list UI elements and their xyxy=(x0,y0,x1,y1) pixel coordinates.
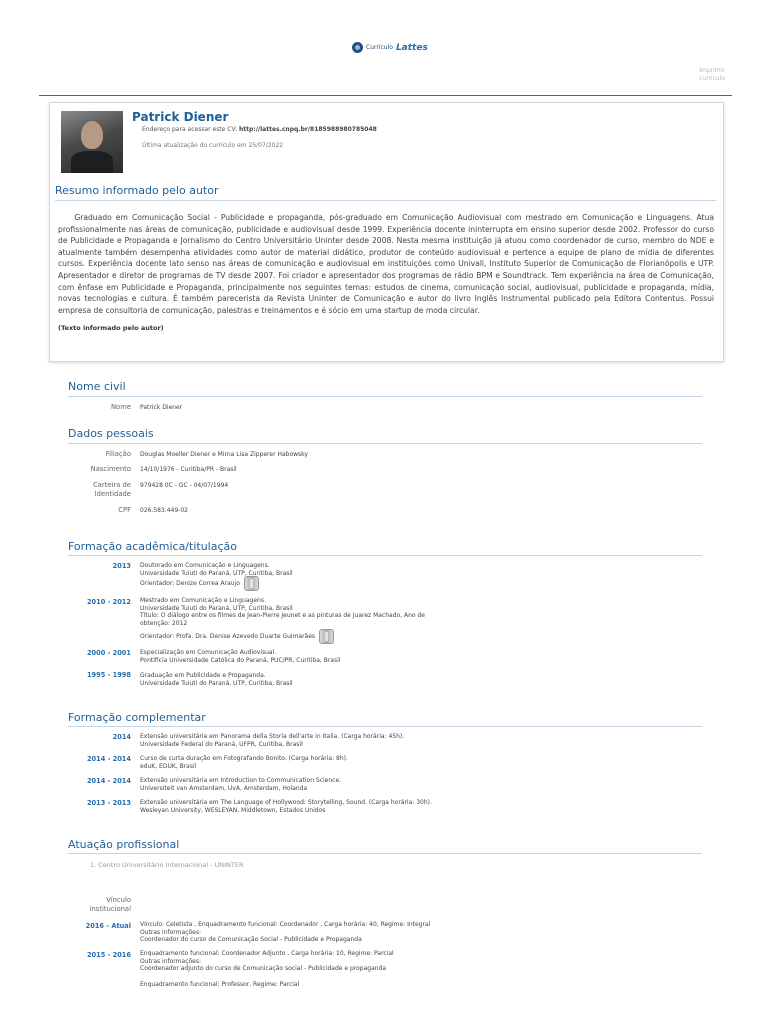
complementar-entry: Extensão universitária em Panorama della Storia dell'arte in Italia. (Carga horária: 45h). Universidade Federal do Paraná, UFPR, Curitiba, Brasil xyxy=(140,733,405,748)
lattes-cv-icon[interactable] xyxy=(319,629,334,644)
formacao-entry: Mestrado em Comunicação e Linguagens. Universidade Tuiuti do Paraná, UTP, Curitiba, Brasil Título: O diálogo entre os filmes de Jean-Pierre Jeunet e as pinturas de Juarez Machado, Ano de obtenção: 2012 xyxy=(140,597,425,627)
section-divider xyxy=(68,555,702,556)
formacao-entry: Doutorado em Comunicação e Linguagens. Universidade Tuiuti do Paraná, UTP, Curitiba, Brasil xyxy=(140,562,293,577)
formacao-advisor: Orientador: Profa. Dra. Denise Azevedo Duarte Guimarães xyxy=(140,629,334,644)
atuacao-entry: Enquadramento funcional: Coordenador Adjunto , Carga horária: 10, Regime: Parcial Outras informações: Coordenador adjunto do curso de Comunicação social - Publicidade e propaganda xyxy=(140,950,394,972)
field-value-carteira: 979428 0C - GC - 04/07/1994 xyxy=(140,482,229,489)
formacao-entry: Graduação em Publicidade e Propaganda. Universidade Tuiuti do Paraná, UTP, Curitiba, Brasil xyxy=(140,672,293,687)
complementar-years: 2013 - 2013 xyxy=(86,799,131,807)
cv-address-label: Endereço para acessar este CV: xyxy=(142,126,238,133)
atuacao-years: 2016 - Atual xyxy=(85,922,131,930)
field-label-nome: Nome xyxy=(110,403,131,411)
summary-divider xyxy=(55,200,716,201)
formacao-years: 2000 - 2001 xyxy=(86,649,131,657)
field-value-cpf: 026.583.449-02 xyxy=(140,507,188,514)
complementar-years: 2014 - 2014 xyxy=(86,777,131,785)
atuacao-entry: Vínculo: Celetista , Enquadramento funcional: Coordenador , Carga horária: 40, Regime: Integral Outras informações: Coordenador do curso de Comunicação Social - Publicidade e Propaganda xyxy=(140,921,431,943)
field-label-filiacao: Filiação xyxy=(105,450,131,458)
complementar-years: 2014 - 2014 xyxy=(86,755,131,763)
section-title-complementar: Formação complementar xyxy=(68,711,206,724)
field-label-cpf: CPF xyxy=(118,506,131,514)
profile-name: Patrick Diener xyxy=(132,110,229,124)
lattes-cv-icon[interactable] xyxy=(244,576,259,591)
formacao-entry: Especialização em Comunicação Audiovisual. Pontifícia Universidade Católica do Paraná, PUC/PR, Curitiba, Brasil xyxy=(140,649,341,664)
last-update: Última atualização do currículo em 25/07/2022 xyxy=(142,142,284,149)
field-value-nome: Patrick Diener xyxy=(140,404,183,411)
institution-name: 1. Centro Universitário Internacional - UNINTER xyxy=(90,861,244,869)
section-divider xyxy=(68,443,702,444)
logo-prefix: Currículo xyxy=(366,44,393,51)
atuacao-entry: Enquadramento funcional: Professor, Regime: Parcial xyxy=(140,981,300,988)
field-value-nascimento: 14/10/1976 - Curitiba/PR - Brasil xyxy=(140,466,237,473)
top-header xyxy=(0,0,768,96)
section-title-nome-civil: Nome civil xyxy=(68,380,126,393)
section-divider xyxy=(68,853,702,854)
field-label-carteira: Carteira de Identidade xyxy=(92,481,131,498)
lattes-logo[interactable] xyxy=(352,42,428,53)
atuacao-years: 2015 - 2016 xyxy=(86,951,131,959)
profile-photo xyxy=(61,111,123,173)
section-title-dados-pessoais: Dados pessoais xyxy=(68,427,154,440)
field-label-nascimento: Nascimento xyxy=(90,465,131,473)
profile-card xyxy=(49,102,724,362)
section-title-atuacao: Atuação profissional xyxy=(68,838,180,851)
field-label-vinculo: Vínculo institucional xyxy=(89,896,131,913)
formacao-years: 1995 - 1998 xyxy=(86,671,131,679)
formacao-years: 2010 - 2012 xyxy=(86,598,131,606)
summary-title: Resumo informado pelo autor xyxy=(55,184,219,197)
complementar-entry: Curso de curta duração em Fotografando Bonito. (Carga horária: 8h). eduK, EDUK, Brasil xyxy=(140,755,348,770)
summary-text: Graduado em Comunicação Social - Publicidade e propaganda, pós-graduado em Comunicação Audiovisual com mestrado em Comunicação e Linguagens. Atua profissionalmente nas áreas de comunicação, publicidade e audiovisual desde 1999. Experiência docente ininterrupta em ensino superior desde 2002. Professor do curso de Publicidade e Propaganda e Jornalismo do Centro Universitário Uninter desde 2008. Nesta mesma instituição já atuou como coordenador de curso, membro do NDE e atualmente também desempenha atividades como autor de material didático, produtor de conteúdo audiovisual e pertence a equipe de plano de mídia de diferentes cursos. Experiência docente lato senso nas áreas de comunicação e audiovisual em instituições como Univali, Instituto Superior de Comunicação de Florianópolis e UTP. Apresentador e diretor de programas de TV desde 2007. Foi criador e apresentador dos programas de rádio BPM e Soundtrack. Tem experiência na área de Comunicação, com ênfase em Publicidade e Propaganda, principalmente nos seguintes temas: estudos de cinema, comunicação social, audiovisual, publicidade e propaganda, mídia, novas tecnologias e cultura. É também parecerista da Revista Uninter de Comunicação e autor do livro Inglês Instrumental publicado pela Editora Contentus. Possui empresa de consultoria de comunicação, palestras e treinamentos e é sócio em uma startup de moda circular. xyxy=(58,213,714,315)
complementar-entry: Extensão universitária em The Language of Hollywood: Storytelling, Sound. (Carga horária: 30h). Wesleyan University, WESLEYAN, Middletown, Estados Unidos xyxy=(140,799,432,814)
cv-address-url[interactable]: http://lattes.cnpq.br/8185988980785048 xyxy=(239,126,377,133)
section-title-formacao: Formação acadêmica/titulação xyxy=(68,540,237,553)
print-cv-link[interactable]: Imprimir currículo xyxy=(698,67,726,82)
formacao-years: 2013 xyxy=(112,562,131,570)
summary-note: (Texto informado pelo autor) xyxy=(58,324,164,332)
complementar-entry: Extensão universitária em Introduction to Communication Science. Universiteit van Amsterdam, UvA, Amsterdam, Holanda xyxy=(140,777,342,792)
field-value-filiacao: Douglas Moeller Diener e Mirna Lisa Zipperer Habowsky xyxy=(140,451,308,458)
cv-address xyxy=(142,126,377,133)
logo-name: Lattes xyxy=(395,42,428,53)
lattes-globe-icon xyxy=(352,42,363,53)
complementar-years: 2014 xyxy=(112,733,131,741)
section-divider xyxy=(68,396,702,397)
formacao-advisor: Orientador: Denize Correa Araujo xyxy=(140,576,259,591)
section-divider xyxy=(68,726,702,727)
header-divider xyxy=(39,95,732,96)
